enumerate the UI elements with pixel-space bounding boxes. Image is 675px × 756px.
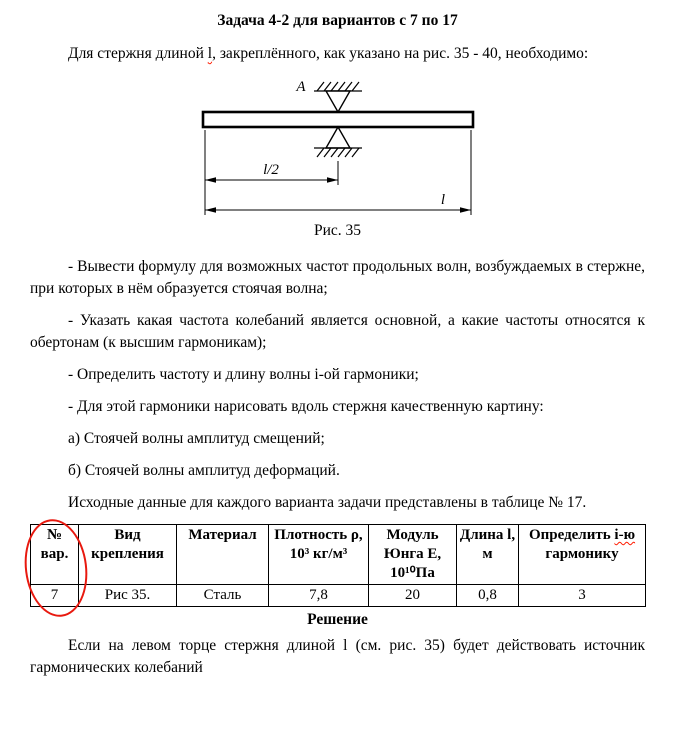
header-density: Плотность ρ, 10³ кг/м³ xyxy=(269,525,369,585)
task-item-6: б) Стоячей волны амплитуд деформаций. xyxy=(68,462,340,479)
task-item-4: - Для этой гармоники нарисовать вдоль стержня качественную картину: xyxy=(68,398,544,415)
header-variant-number: № вар. xyxy=(31,525,79,585)
intro-text-after: , закреплённого, как указано на рис. 35 - 40, необходимо: xyxy=(212,45,589,62)
solution-heading: Решение xyxy=(307,611,368,628)
task-item-5: а) Стоячей волны амплитуд смещений; xyxy=(68,430,325,447)
header-determine-before: Определить xyxy=(528,527,615,543)
rod-diagram-svg xyxy=(193,75,483,220)
table-row xyxy=(31,585,646,607)
upper-support-hatching xyxy=(314,82,362,91)
header-mount-type: Вид крепления xyxy=(79,525,177,585)
task-item-1: - Вывести формулу для возможных частот продольных волн, возбуждаемых в стержне, при которых в нём образуется стоячая волна; xyxy=(30,258,645,297)
header-determine-after: гармонику xyxy=(545,546,619,562)
dimension-half-label: l/2 xyxy=(262,162,279,178)
page-title: Задача 4-2 для вариантов с 7 по 17 xyxy=(217,12,458,29)
spellcheck-flagged-harmonic: i-ю xyxy=(614,527,636,543)
intro-paragraph xyxy=(30,43,645,65)
table-intro-paragraph: Исходные данные для каждого варианта задачи представлены в таблице № 17. xyxy=(68,494,587,511)
cell-variant-number: 7 xyxy=(31,585,79,607)
cell-density: 7,8 xyxy=(269,585,369,607)
rod-bar xyxy=(203,112,473,127)
lower-support-triangle xyxy=(326,127,350,148)
lower-support-hatching xyxy=(314,148,362,157)
cell-mount-type: Рис 35. xyxy=(79,585,177,607)
dimension-half xyxy=(205,162,338,183)
cell-material: Сталь xyxy=(177,585,269,607)
table-header-row xyxy=(31,525,646,585)
spellcheck-flagged-length-symbol: l xyxy=(207,45,213,62)
cell-young-modulus: 20 xyxy=(369,585,457,607)
data-table xyxy=(30,524,646,607)
cell-length: 0,8 xyxy=(457,585,519,607)
task-item-3: - Определить частоту и длину волны i-ой гармоники; xyxy=(68,366,419,383)
table-wrapper xyxy=(30,524,645,607)
header-length: Длина l, м xyxy=(457,525,519,585)
upper-support-triangle xyxy=(326,91,350,112)
closing-paragraph: Если на левом торце стержня длиной l (см. рис. 35) будет действовать источник гармонических колебаний xyxy=(30,637,645,676)
dimension-full-label: l xyxy=(440,192,445,208)
header-determine-harmonic xyxy=(519,525,646,585)
task-item-2: - Указать какая частота колебаний является основной, а какие частоты относятся к обертонам (к высшим гармоникам); xyxy=(30,312,645,351)
figure-rod-diagram xyxy=(30,75,645,240)
header-material: Материал xyxy=(177,525,269,585)
dimension-full xyxy=(205,192,471,213)
intro-text-before: Для стержня длиной xyxy=(68,45,208,62)
header-young-modulus: Модуль Юнга Е, 10¹⁰Па xyxy=(369,525,457,585)
figure-caption: Рис. 35 xyxy=(313,222,362,239)
support-point-label: A xyxy=(295,79,306,95)
cell-harmonic: 3 xyxy=(519,585,646,607)
